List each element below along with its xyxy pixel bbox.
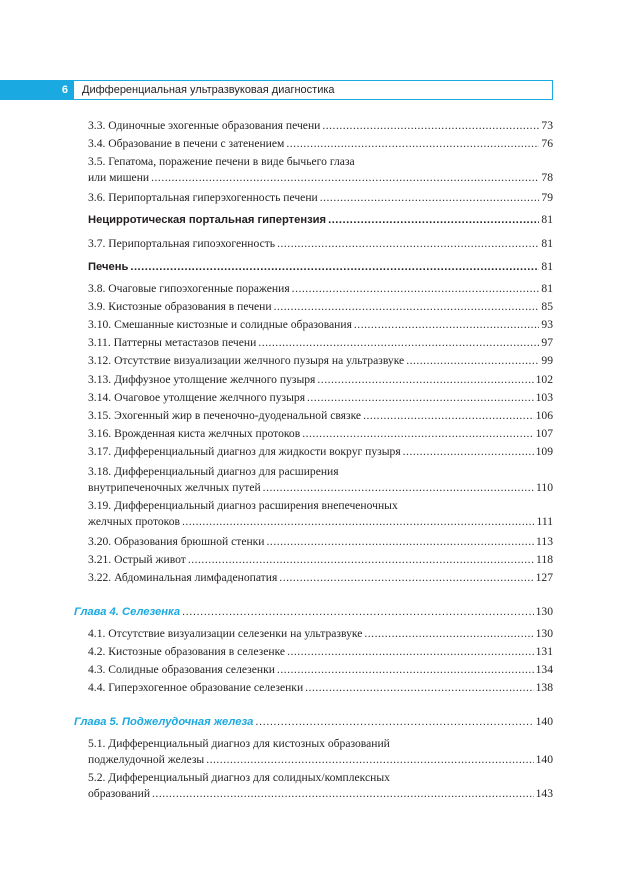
toc-page-number: 106	[535, 409, 553, 422]
dot-leader	[305, 680, 533, 696]
dot-leader	[267, 534, 535, 550]
toc-chapter	[74, 714, 553, 730]
toc-entry-title: 3.13. Диффузное утолщение желчного пузыря	[88, 373, 316, 386]
toc-entry-title: 3.4. Образование в печени с затенением	[88, 137, 285, 150]
toc-entry-title: 5.1. Дифференциальный диагноз для кистозных образований	[88, 737, 390, 750]
toc-entry	[88, 408, 553, 424]
toc-entry	[88, 118, 553, 134]
toc-entry-line	[88, 390, 553, 406]
toc-entry-line	[88, 353, 553, 369]
dot-leader	[279, 570, 533, 586]
toc-section	[88, 259, 553, 275]
toc-entry-title: 3.14. Очаговое утолщение желчного пузыря	[88, 391, 306, 404]
toc-entry-title: 4.2. Кистозные образования в селезенке	[88, 645, 286, 658]
dot-leader	[354, 317, 540, 333]
dot-leader	[188, 552, 534, 568]
toc-page-number: 102	[535, 373, 553, 386]
toc-page-number: 131	[535, 645, 553, 658]
toc-entry-title: 3.19. Дифференциальный диагноз расширения внепеченочных	[88, 499, 398, 512]
toc-entry-title: 5.2. Дифференциальный диагноз для солидных/комплексных	[88, 771, 390, 784]
toc-page-number: 81	[541, 237, 553, 250]
toc-entry-title: Глава 5. Поджелудочная железа	[74, 716, 254, 728]
toc-page-number: 111	[536, 515, 553, 528]
toc-entry-line	[88, 736, 553, 752]
dot-leader	[274, 299, 540, 315]
toc-section	[88, 212, 553, 228]
dot-leader	[406, 353, 539, 369]
toc-entry-title: Нецирротическая портальная гипертензия	[88, 214, 327, 226]
toc-entry-line	[88, 317, 553, 333]
toc-entry-line	[88, 281, 553, 297]
dot-leader	[182, 604, 534, 620]
dot-leader	[151, 170, 539, 186]
toc-entry-title: внутрипеченочных желчных путей	[88, 481, 261, 494]
toc-entry	[88, 498, 553, 530]
dot-leader	[292, 281, 540, 297]
toc-entry-title: 3.12. Отсутствие визуализации желчного пузыря на ультразвуке	[88, 354, 405, 367]
toc-entry	[88, 335, 553, 351]
toc-entry-line	[88, 552, 553, 568]
toc-entry-line	[88, 259, 553, 275]
toc-entry	[88, 770, 553, 802]
toc-page-number: 81	[541, 213, 553, 226]
page-number: 6	[0, 81, 74, 99]
toc-page-number: 73	[541, 119, 553, 132]
toc-entry	[88, 353, 553, 369]
toc-page-number: 99	[541, 354, 553, 367]
toc-entry-title: Глава 4. Селезенка	[74, 606, 181, 618]
toc-entry	[88, 570, 553, 586]
dot-leader	[277, 236, 539, 252]
toc-entry-line	[88, 534, 553, 550]
toc-chapter	[74, 604, 553, 620]
toc-entry-line	[88, 514, 553, 530]
running-title: Дифференциальная ультразвуковая диагностика	[82, 84, 335, 96]
toc-entry-title: 3.9. Кистозные образования в печени	[88, 300, 272, 313]
toc-page-number: 143	[535, 787, 553, 800]
toc-entry-line	[88, 662, 553, 678]
toc-entry	[88, 372, 553, 388]
toc-entry-title: 3.16. Врожденная киста желчных протоков	[88, 427, 301, 440]
toc-entry-line	[88, 136, 553, 152]
toc-page-number: 118	[536, 553, 553, 566]
toc-entry-title: 3.15. Эхогенный жир в печеночно-дуоденальной связке	[88, 409, 362, 422]
toc-entry-line	[88, 118, 553, 134]
toc-page-number: 109	[535, 445, 553, 458]
toc-page-number: 107	[535, 427, 553, 440]
toc-entry-line	[88, 680, 553, 696]
dot-leader	[317, 372, 533, 388]
toc-page-number: 134	[535, 663, 553, 676]
toc-page-number: 97	[541, 336, 553, 349]
toc-entry-title: желчных протоков	[88, 515, 180, 528]
toc-entry	[88, 236, 553, 252]
toc-page-number: 127	[535, 571, 553, 584]
dot-leader	[152, 786, 534, 802]
toc-page-number: 110	[536, 481, 553, 494]
toc-entry-title: 4.4. Гиперэхогенное образование селезенки	[88, 681, 304, 694]
toc-entry	[88, 644, 553, 660]
toc-page-number: 140	[535, 753, 553, 766]
toc-entry	[88, 154, 553, 186]
toc-entry-title: 3.10. Смешанные кистозные и солидные образования	[88, 318, 352, 331]
toc-entry-title: поджелудочной железы	[88, 753, 205, 766]
dot-leader	[403, 444, 534, 460]
toc-entry	[88, 444, 553, 460]
toc-page-number: 138	[535, 681, 553, 694]
toc-entry-title: Печень	[88, 261, 129, 273]
toc-entry-title: 3.8. Очаговые гипоэхогенные поражения	[88, 282, 290, 295]
toc-entry-line	[88, 170, 553, 186]
toc-entry	[88, 299, 553, 315]
dot-leader	[287, 644, 534, 660]
toc-page-number: 113	[536, 535, 553, 548]
dot-leader	[277, 662, 534, 678]
dot-leader	[182, 514, 534, 530]
toc-entry-line	[88, 480, 553, 496]
toc-entry	[88, 426, 553, 442]
toc-entry-line	[74, 714, 553, 730]
toc-entry-line	[88, 236, 553, 252]
toc-page-number: 76	[541, 137, 553, 150]
toc-entry-line	[88, 190, 553, 206]
toc-entry-line	[88, 498, 553, 514]
dot-leader	[363, 408, 534, 424]
toc-entry-line	[88, 644, 553, 660]
toc-entry-line	[88, 464, 553, 480]
dot-leader	[255, 714, 533, 730]
toc-entry-title: образований	[88, 787, 151, 800]
dot-leader	[263, 480, 534, 496]
toc-page-number: 93	[541, 318, 553, 331]
running-header	[0, 80, 553, 100]
toc-entry	[88, 534, 553, 550]
toc-entry-line	[88, 752, 553, 768]
dot-leader	[206, 752, 533, 768]
toc-entry-title: 3.11. Паттерны метастазов печени	[88, 336, 257, 349]
toc-entry-title: 4.1. Отсутствие визуализации селезенки на ультразвуке	[88, 627, 363, 640]
toc-entry-title: 3.18. Дифференциальный диагноз для расширения	[88, 465, 339, 478]
toc-entry-line	[88, 299, 553, 315]
toc-entry-title: 3.5. Гепатома, поражение печени в виде бычьего глаза	[88, 155, 355, 168]
toc-entry-line	[88, 444, 553, 460]
toc-entry-line	[88, 372, 553, 388]
toc-entry-title: 3.22. Абдоминальная лимфаденопатия	[88, 571, 278, 584]
toc-page-number: 103	[535, 391, 553, 404]
toc-entry-line	[88, 408, 553, 424]
toc-entry-title: 3.7. Перипортальная гипоэхогенность	[88, 237, 276, 250]
dot-leader	[130, 259, 539, 275]
toc-entry-title: 3.3. Одиночные эхогенные образования печени	[88, 119, 321, 132]
toc-entry	[88, 390, 553, 406]
toc-entry-title: или мишени	[88, 171, 150, 184]
toc-entry-line	[88, 626, 553, 642]
toc-entry	[88, 626, 553, 642]
dot-leader	[302, 426, 533, 442]
toc-entry-line	[88, 770, 553, 786]
toc-page-number: 85	[541, 300, 553, 313]
dot-leader	[307, 390, 534, 406]
toc-entry	[88, 136, 553, 152]
dot-leader	[328, 212, 539, 228]
dot-leader	[322, 118, 539, 134]
toc-entry	[88, 736, 553, 768]
toc-page-number: 81	[541, 282, 553, 295]
toc-entry-line	[88, 786, 553, 802]
toc-entry-title: 3.6. Перипортальная гиперэхогенность печени	[88, 191, 318, 204]
dot-leader	[320, 190, 540, 206]
toc-page-number: 78	[541, 171, 553, 184]
toc-entry-title: 3.17. Дифференциальный диагноз для жидкости вокруг пузыря	[88, 445, 401, 458]
toc-entry	[88, 552, 553, 568]
toc-entry-title: 3.21. Острый живот	[88, 553, 186, 566]
toc-page-number: 140	[535, 715, 553, 728]
dot-leader	[258, 335, 539, 351]
toc-entry	[88, 317, 553, 333]
toc-page-number: 130	[535, 627, 553, 640]
toc-page-number: 81	[541, 260, 553, 273]
dot-leader	[364, 626, 533, 642]
toc-entry-line	[74, 604, 553, 620]
toc-entry-title: 4.3. Солидные образования селезенки	[88, 663, 275, 676]
toc-entry	[88, 680, 553, 696]
toc-entry	[88, 464, 553, 496]
toc-page-number: 79	[541, 191, 553, 204]
toc-entry-title: 3.20. Образования брюшной стенки	[88, 535, 265, 548]
toc-entry-line	[88, 154, 553, 170]
toc-entry	[88, 281, 553, 297]
toc-entry	[88, 662, 553, 678]
toc-entry	[88, 190, 553, 206]
toc-entry-line	[88, 570, 553, 586]
toc-entry-line	[88, 212, 553, 228]
dot-leader	[286, 136, 539, 152]
toc-page-number: 130	[535, 605, 553, 618]
toc-entry-line	[88, 426, 553, 442]
toc-entry-line	[88, 335, 553, 351]
